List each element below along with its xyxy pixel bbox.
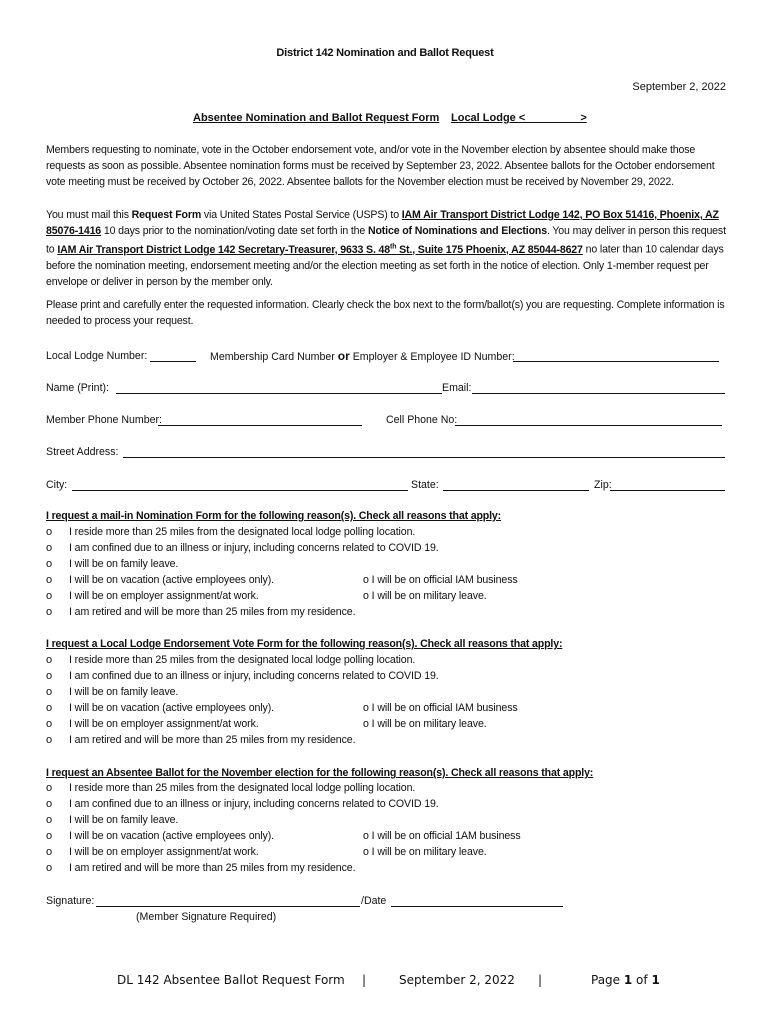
checkbox-bullet-icon[interactable]: o	[46, 846, 53, 858]
military-leave-option[interactable]: o I will be on military leave.	[363, 846, 487, 858]
cell-phone-input[interactable]	[455, 425, 722, 426]
checkbox-bullet-icon[interactable]: o	[46, 574, 53, 586]
official-business-option[interactable]: o I will be on official IAM business	[363, 574, 518, 586]
document-date: September 2, 2022	[632, 81, 726, 93]
signature-date-label: /Date	[361, 895, 387, 907]
field-row-lodge	[46, 350, 147, 362]
nomination-section-heading: I request a mail-in Nomination Form for the following reason(s). Check all reasons that apply:	[46, 510, 502, 522]
zip-input[interactable]	[610, 490, 725, 491]
checkbox-bullet-icon[interactable]: o	[46, 686, 53, 698]
document-title: District 142 Nomination and Ballot Request	[276, 47, 494, 59]
signature-required-note: (Member Signature Required)	[136, 911, 277, 923]
military-leave-option[interactable]: o I will be on military leave.	[363, 590, 487, 602]
footer-date: September 2, 2022	[399, 973, 515, 987]
checkbox-bullet-icon[interactable]: o	[46, 782, 53, 794]
document-page: District 142 Nomination and Ballot Request September 2, 2022 Absentee Nomination and Ballot Request Form Local Lodge <_________> Members requesting to nominate, vote in the October endorsement vote, and/or vote in the November election by absentee should make those requests as soon as possible. Absentee nomination forms must be received by September 23, 2022. Absentee ballots for the October endorsement vote meeting must be received by October 26, 2022. Absentee ballots for the November election must be received by November 29, 2022. You must mail this Request Form via United States Postal Service (USPS) to IAM Air Transport District Lodge 142, PO Box 51416, Phoenix, AZ 85076-1416 10 days prior to the nomination/voting date set forth in the Notice of Nominations and Elections. You may deliver in person this request to IAM Air Transport District Lodge 142 Secretary-Treasurer, 9633 S. 48th St., Suite 175 Phoenix, AZ 85044-8627 no later than 10 calendar days before the nomination meeting, endorsement meeting and/or the election meeting as set forth in the notice of election. Only 1-member request per envelope or deliver in person by the member only. Please print and carefully enter the requested information. Clearly check the box next to the form/ballot(s) you are requesting. Complete information is needed to process your request. Local Lodge Number: Membership Card Number or Employer & Employee ID Number: Name (Print): Email: Member Phone Number: Cell Phone No: Street Address: City: State: Zip: I request a mail-in Nomination Form for the following reason(s). Check all reasons that apply: o I reside more than 25 miles from the designated local lodge polling location. o I am confined due to an illness or injury, including concerns related to COVID 19. o I will be on family leave. o I will be on vacation (active employees only). o I will be on official IAM business o I will be on employer assignment/at work. o I will be on military leave. o I am retired and will be more than 25 miles from my residence. I request a Local Lodge Endorsement Vote Form for the following reason(s). Check all reasons that apply: o I reside more than 25 miles from the designated local lodge polling location. o I am confined due to an illness or injury, including concerns related to COVID 19. o I will be on family leave. o I will be on vacation (active employees only). o I will be on official IAM business o I will be on employer assignment/at work. o I will be on military leave. o I am retired and will be more than 25 miles from my residence. I request an Absentee Ballot for the November election for the following reason(s). Check all reasons that apply: o I reside more than 25 miles from the designated local lodge polling location. o I am confined due to an illness or injury, including concerns related to COVID 19. o I will be on family leave. o I will be on vacation (active employees only). o I will be on official 1AM business o I will be on employer assignment/at work. o I will be on military leave. o I am retired and will be more than 25 miles from my residence. Signature: /Date (Member Signature Required) DL 142 Absentee Ballot Request Form | September 2, 2022 | Page 1 of 1	[0, 0, 770, 1024]
checkbox-bullet-icon[interactable]: o	[46, 526, 53, 538]
official-business-option[interactable]: o I will be on official 1AM business	[363, 830, 521, 842]
state-label: State:	[411, 479, 439, 491]
city-input[interactable]	[72, 490, 408, 491]
checkbox-bullet-icon[interactable]: o	[46, 814, 53, 826]
official-business-option[interactable]: o I will be on official IAM business	[363, 702, 518, 714]
signature-date-input[interactable]	[391, 906, 563, 907]
intro-paragraph-3: Please print and carefully enter the requested information. Clearly check the box next to the form/ballot(s) you are requesting. Complete information is needed to process your request.	[46, 299, 725, 327]
state-input[interactable]	[443, 490, 589, 491]
footer-form-name: DL 142 Absentee Ballot Request Form	[117, 973, 345, 987]
form-title: Absentee Nomination and Ballot Request Form	[193, 112, 440, 124]
intro-paragraph-2: You must mail this Request Form via United States Postal Service (USPS) to IAM Air Transport District Lodge 142, PO Box 51416, Phoenix, AZ 85076-1416 10 days prior to the nomination/voting date set forth in the Notice of Nominations and Elections. You may deliver in person this request to IAM Air Transport District Lodge 142 Secretary-Treasurer, 9633 S. 48th St., Suite 175 Phoenix, AZ 85044-8627 no later than 10 calendar days before the nomination meeting, endorsement meeting and/or the election meeting as set forth in the notice of election. Only 1-member request per envelope or deliver in person by the member only.	[46, 209, 726, 288]
name-input[interactable]	[116, 393, 442, 394]
checkbox-bullet-icon[interactable]: o	[46, 830, 53, 842]
checkbox-bullet-icon[interactable]: o	[46, 734, 53, 746]
footer-separator: |	[538, 973, 543, 987]
checkbox-bullet-icon[interactable]: o	[46, 558, 53, 570]
membership-number-input[interactable]	[513, 361, 719, 362]
checkbox-bullet-icon[interactable]: o	[46, 590, 53, 602]
signature-input[interactable]	[96, 906, 360, 907]
checkbox-bullet-icon[interactable]: o	[46, 542, 53, 554]
member-phone-label: Member Phone Number:	[46, 414, 162, 426]
member-phone-input[interactable]	[158, 425, 362, 426]
city-label: City:	[46, 479, 68, 491]
military-leave-option[interactable]: o I will be on military leave.	[363, 718, 487, 730]
local-lodge-number-label: Local Lodge Number:	[46, 350, 148, 362]
intro-paragraph-1: Members requesting to nominate, vote in the October endorsement vote, and/or vote in the November election by absentee should make those requests as soon as possible. Absentee nomination forms must be received by September 23, 2022. Absentee ballots for the October endorsement vote meeting must be received by October 26, 2022. Absentee ballots for the November election must be received by November 29, 2022.	[46, 144, 715, 188]
email-input[interactable]	[472, 393, 725, 394]
checkbox-bullet-icon[interactable]: o	[46, 862, 53, 874]
cell-phone-label: Cell Phone No:	[386, 414, 458, 426]
footer-page-number: Page 1 of 1	[591, 973, 660, 987]
checkbox-bullet-icon[interactable]: o	[46, 654, 53, 666]
local-lodge-label: Local Lodge <_________>	[451, 112, 587, 124]
absentee-section-heading: I request an Absentee Ballot for the November election for the following reason(s). Check all reasons that apply:	[46, 767, 594, 779]
street-input[interactable]	[123, 457, 725, 458]
checkbox-bullet-icon[interactable]: o	[46, 718, 53, 730]
local-lodge-number-input[interactable]	[150, 361, 196, 362]
checkbox-bullet-icon[interactable]: o	[46, 670, 53, 682]
deliver-address: IAM Air Transport District Lodge 142 Secretary-Treasurer, 9633 S. 48th St., Suite 175 Phoenix, AZ 85044-8627	[57, 243, 583, 256]
zip-label: Zip:	[594, 479, 612, 491]
endorsement-section-heading: I request a Local Lodge Endorsement Vote Form for the following reason(s). Check all reasons that apply:	[46, 638, 563, 650]
email-label: Email:	[442, 382, 472, 394]
street-label: Street Address:	[46, 446, 119, 458]
name-label: Name (Print):	[46, 382, 109, 394]
checkbox-bullet-icon[interactable]: o	[46, 606, 53, 618]
checkbox-bullet-icon[interactable]: o	[46, 798, 53, 810]
checkbox-bullet-icon[interactable]: o	[46, 702, 53, 714]
signature-label: Signature:	[46, 895, 95, 907]
mail-address: IAM Air Transport District Lodge 142, PO Box 51416, Phoenix, AZ 85076-1416	[46, 209, 719, 237]
footer-separator: |	[362, 973, 367, 987]
membership-label-group: Membership Card Number or Employer & Employee ID Number:	[210, 349, 515, 363]
